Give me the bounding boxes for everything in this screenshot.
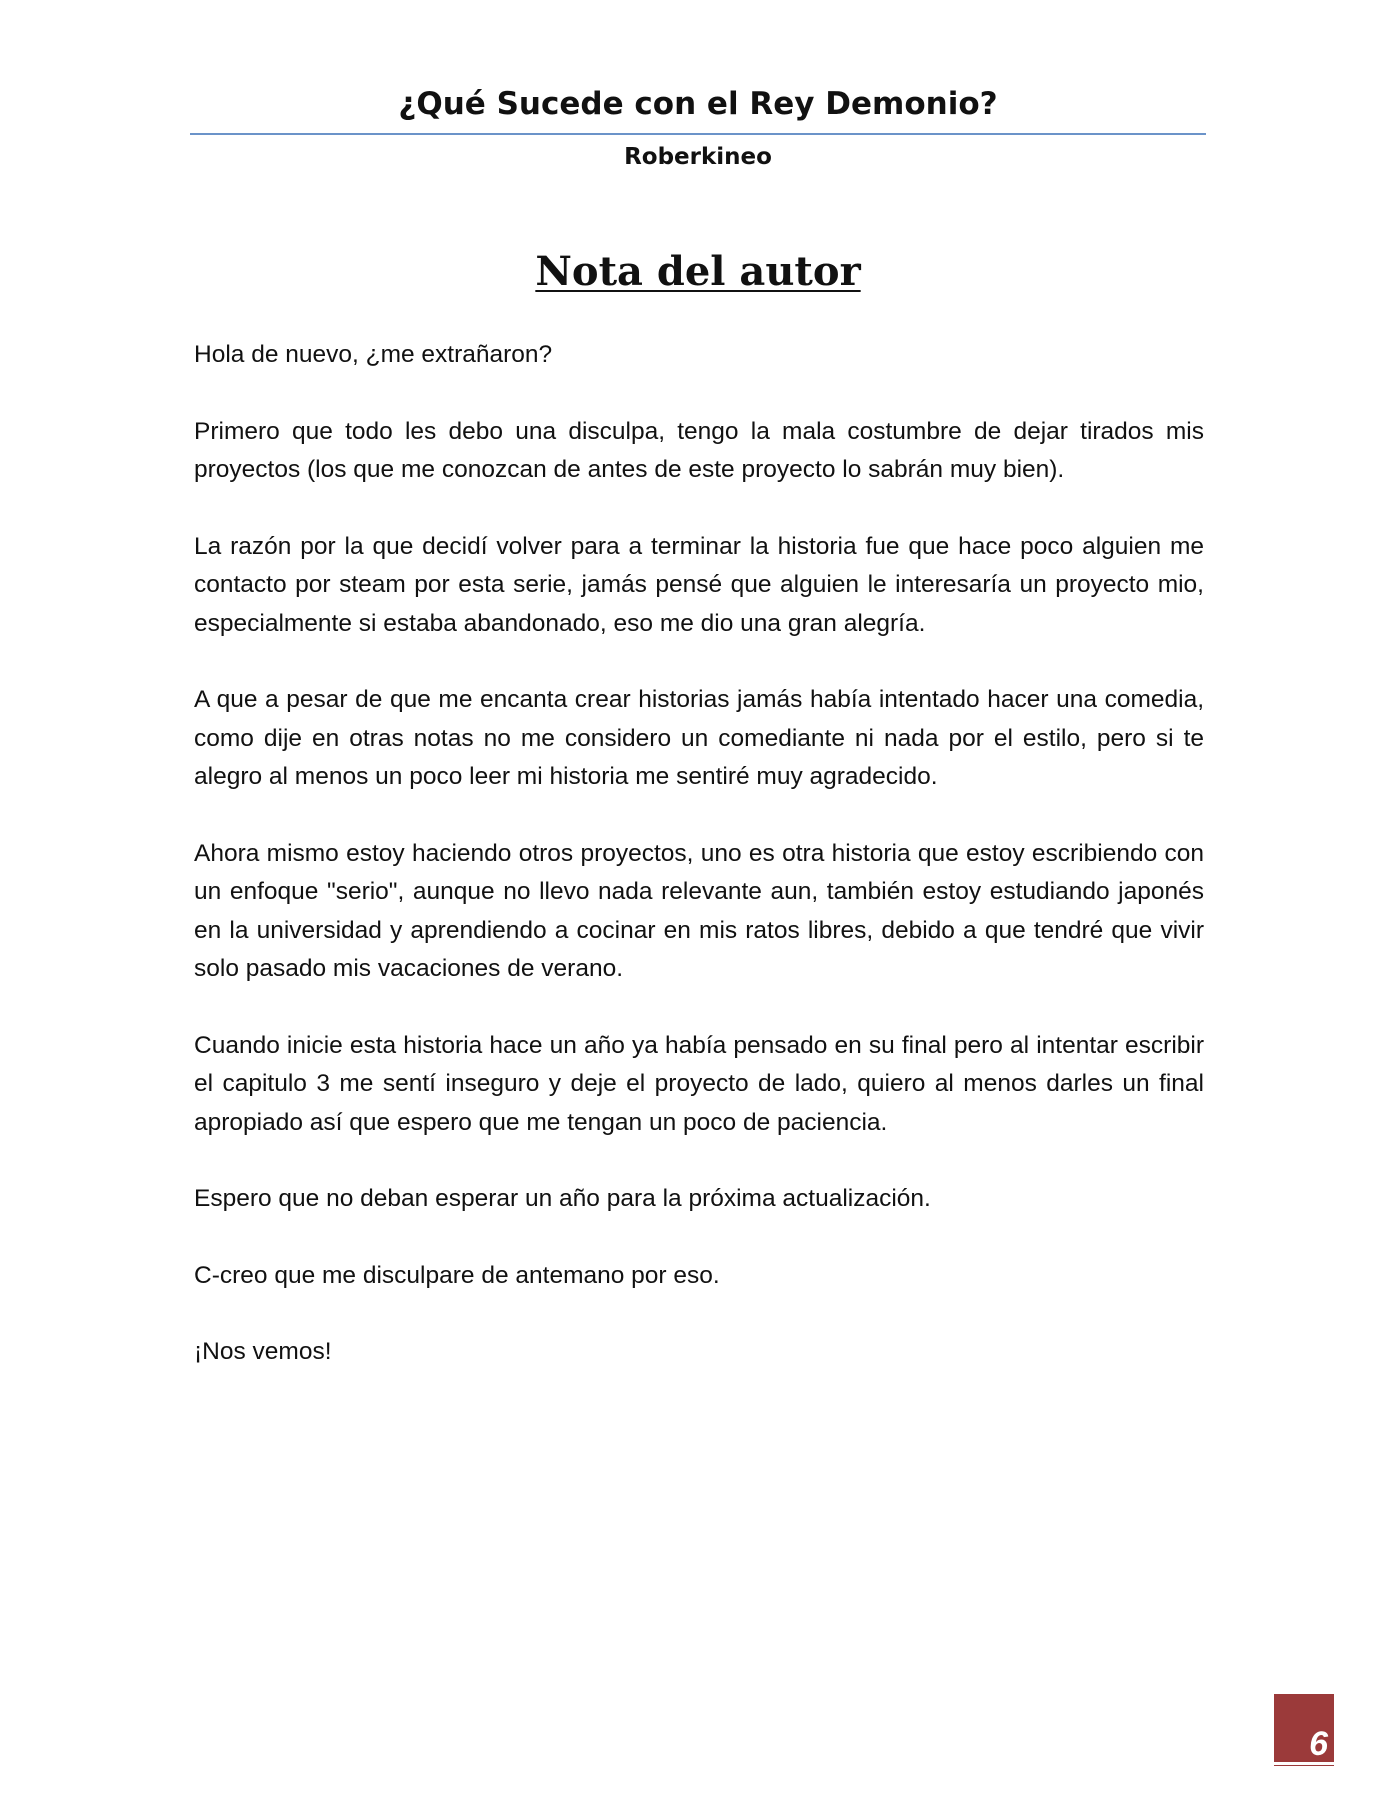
paragraph: Espero que no deban esperar un año para la próxima actualización.	[194, 1185, 931, 1212]
paragraph: A que a pesar de que me encanta crear historias jamás había intentado hacer una comedia, como dije en otras notas no me considero un comediante ni nada por el estilo, pero si te alegro al menos un poco leer mi historia me sentiré muy agradecido.	[194, 686, 1204, 790]
page-number: 6	[1309, 1725, 1328, 1763]
paragraph: Primero que todo les debo una disculpa, tengo la mala costumbre de dejar tirados mis proyectos (los que me conozcan de antes de este proyecto lo sabrán muy bien).	[194, 417, 1204, 483]
paragraph: Cuando inicie esta historia hace un año ya había pensado en su final pero al intentar escribir el capitulo 3 me sentí inseguro y deje el proyecto de lado, quiero al menos darles un final apropiado así que espero que me tengan un poco de paciencia.	[194, 1031, 1204, 1136]
paragraph: C-creo que me disculpare de antemano por eso.	[194, 1261, 720, 1289]
paragraph: La razón por la que decidí volver para a terminar la historia fue que hace poco alguien me contacto por steam por esta serie, jamás pensé que alguien le interesaría un proyecto mio, especialmente si estaba abandonado, eso me dio una gran alegría.	[194, 532, 1204, 637]
page-number-underline	[1274, 1762, 1334, 1765]
document-author: Roberkineo	[624, 144, 772, 170]
body-text	[194, 336, 1204, 1410]
page-number-badge	[1274, 1694, 1334, 1766]
header-divider	[190, 133, 1206, 135]
paragraph: ¡Nos vemos!	[194, 1338, 332, 1365]
paragraph: Ahora mismo estoy haciendo otros proyectos, uno es otra historia que estoy escribiendo con un enfoque "serio", aunque no llevo nada relevante aun, también estoy estudiando japonés en la universidad y aprendiendo a cocinar en mis ratos libres, debido a que tendré que vivir solo pasado mis vacaciones de verano.	[194, 839, 1204, 982]
document-header-title: ¿Qué Sucede con el Rey Demonio?	[398, 86, 998, 122]
paragraph: Hola de nuevo, ¿me extrañaron?	[194, 341, 553, 368]
section-title: Nota del autor	[535, 248, 861, 295]
